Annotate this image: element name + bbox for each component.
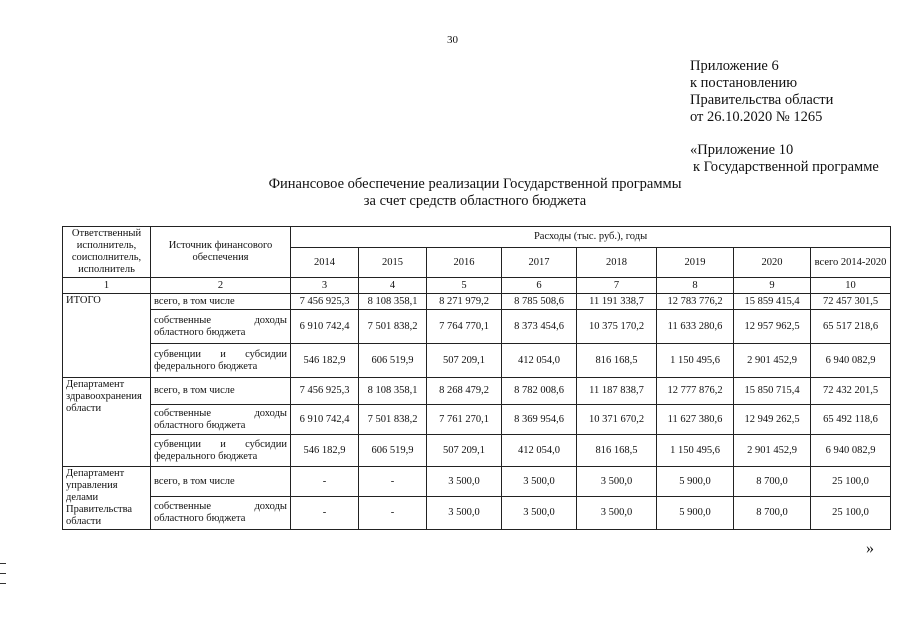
source-cell: субвенции и субсидии федерального бюджета [151,344,291,378]
value-cell: 7 501 838,2 [359,310,427,344]
table-row [63,405,891,435]
value-cell: 606 519,9 [359,344,427,378]
document-title [260,176,690,210]
value-cell: 5 900,0 [657,467,734,497]
value-cell: 3 500,0 [577,497,657,530]
value-cell: 11 633 280,6 [657,310,734,344]
table-row [63,310,891,344]
value-cell: 6 940 082,9 [811,435,891,467]
column-index-row [63,278,891,294]
value-cell: 72 457 301,5 [811,294,891,310]
value-cell: 6 910 742,4 [291,310,359,344]
program-annex-line: к Государственной программе [693,159,879,175]
annex-line: от 26.10.2020 № 1265 [690,109,823,125]
value-cell: 11 627 380,6 [657,405,734,435]
value-cell: 65 517 218,6 [811,310,891,344]
value-cell: 2 901 452,9 [734,435,811,467]
value-cell: 412 054,0 [502,435,577,467]
value-cell: 72 432 201,5 [811,378,891,405]
value-cell: 546 182,9 [291,435,359,467]
value-cell: 3 500,0 [502,497,577,530]
program-annex-block [690,142,879,176]
value-cell: 816 168,5 [577,344,657,378]
value-cell: 65 492 118,6 [811,405,891,435]
page-number: 30 [447,34,458,46]
value-cell: 606 519,9 [359,435,427,467]
value-cell: 507 209,1 [427,435,502,467]
table-row [63,294,891,310]
margin-mark [0,563,6,564]
header-expenses: Расходы (тыс. руб.), годы [291,227,891,248]
header-year: 2019 [657,248,734,278]
title-line: за счет средств областного бюджета [363,193,587,209]
value-cell: 8 108 358,1 [359,294,427,310]
value-cell: 7 764 770,1 [427,310,502,344]
title-line: Финансовое обеспечение реализации Государственной программы [268,176,682,192]
header-year: 2020 [734,248,811,278]
table-row [63,497,891,530]
value-cell: 8 268 479,2 [427,378,502,405]
margin-mark [0,583,6,584]
source-cell: всего, в том числе [151,378,291,405]
column-index: 8 [657,278,734,294]
value-cell: 12 957 962,5 [734,310,811,344]
column-index: 7 [577,278,657,294]
value-cell: 12 783 776,2 [657,294,734,310]
value-cell: 5 900,0 [657,497,734,530]
responsible-cell: ИТОГО [63,294,151,378]
value-cell: - [291,497,359,530]
source-cell: собственные доходы областного бюджета [151,405,291,435]
value-cell: 412 054,0 [502,344,577,378]
column-index: 1 [63,278,151,294]
source-cell: всего, в том числе [151,294,291,310]
header-year: 2014 [291,248,359,278]
value-cell: 3 500,0 [427,467,502,497]
table-row [63,435,891,467]
value-cell: 8 700,0 [734,467,811,497]
value-cell: 2 901 452,9 [734,344,811,378]
financing-table [62,226,891,530]
header-year: 2017 [502,248,577,278]
source-cell: собственные доходы областного бюджета [151,497,291,530]
value-cell: 11 187 838,7 [577,378,657,405]
value-cell: 15 850 715,4 [734,378,811,405]
value-cell: 816 168,5 [577,435,657,467]
annex-line: к постановлению [690,75,798,91]
value-cell: 546 182,9 [291,344,359,378]
column-index: 4 [359,278,427,294]
column-index: 5 [427,278,502,294]
source-cell: собственные доходы областного бюджета [151,310,291,344]
value-cell: 25 100,0 [811,467,891,497]
header-total: всего 2014-2020 [811,248,891,278]
value-cell: 8 373 454,6 [502,310,577,344]
table-row [63,344,891,378]
value-cell: 8 782 008,6 [502,378,577,405]
value-cell: 7 456 925,3 [291,294,359,310]
value-cell: 6 910 742,4 [291,405,359,435]
value-cell: 25 100,0 [811,497,891,530]
responsible-cell: Департамент здравоохранения области [63,378,151,467]
value-cell: 1 150 495,6 [657,344,734,378]
value-cell: 10 371 670,2 [577,405,657,435]
header-source: Источник финансового обеспечения [151,227,291,278]
value-cell: 8 108 358,1 [359,378,427,405]
responsible-cell: Департамент управления делами Правительства области [63,467,151,530]
column-index: 6 [502,278,577,294]
annex-block [690,58,833,126]
header-responsible: Ответственный исполнитель, соисполнитель, исполнитель [63,227,151,278]
closing-quote: » [866,540,874,557]
value-cell: 7 456 925,3 [291,378,359,405]
column-index: 2 [151,278,291,294]
annex-line: Приложение 6 [690,58,779,74]
value-cell: 12 949 262,5 [734,405,811,435]
header-year: 2018 [577,248,657,278]
margin-mark [0,573,6,574]
value-cell: 15 859 415,4 [734,294,811,310]
value-cell: 7 501 838,2 [359,405,427,435]
value-cell: 8 271 979,2 [427,294,502,310]
value-cell: - [359,467,427,497]
source-cell: субвенции и субсидии федерального бюджета [151,435,291,467]
program-annex-line: «Приложение 10 [690,142,794,158]
table-row [63,378,891,405]
value-cell: 8 700,0 [734,497,811,530]
header-year: 2015 [359,248,427,278]
value-cell: 10 375 170,2 [577,310,657,344]
value-cell: - [359,497,427,530]
value-cell: 8 785 508,6 [502,294,577,310]
value-cell: 3 500,0 [502,467,577,497]
value-cell: 3 500,0 [577,467,657,497]
value-cell: 12 777 876,2 [657,378,734,405]
annex-line: Правительства области [690,92,834,108]
value-cell: 3 500,0 [427,497,502,530]
value-cell: 11 191 338,7 [577,294,657,310]
value-cell: 7 761 270,1 [427,405,502,435]
value-cell: - [291,467,359,497]
source-cell: всего, в том числе [151,467,291,497]
column-index: 10 [811,278,891,294]
header-year: 2016 [427,248,502,278]
column-index: 3 [291,278,359,294]
value-cell: 6 940 082,9 [811,344,891,378]
value-cell: 507 209,1 [427,344,502,378]
value-cell: 1 150 495,6 [657,435,734,467]
value-cell: 8 369 954,6 [502,405,577,435]
table-row [63,467,891,497]
column-index: 9 [734,278,811,294]
